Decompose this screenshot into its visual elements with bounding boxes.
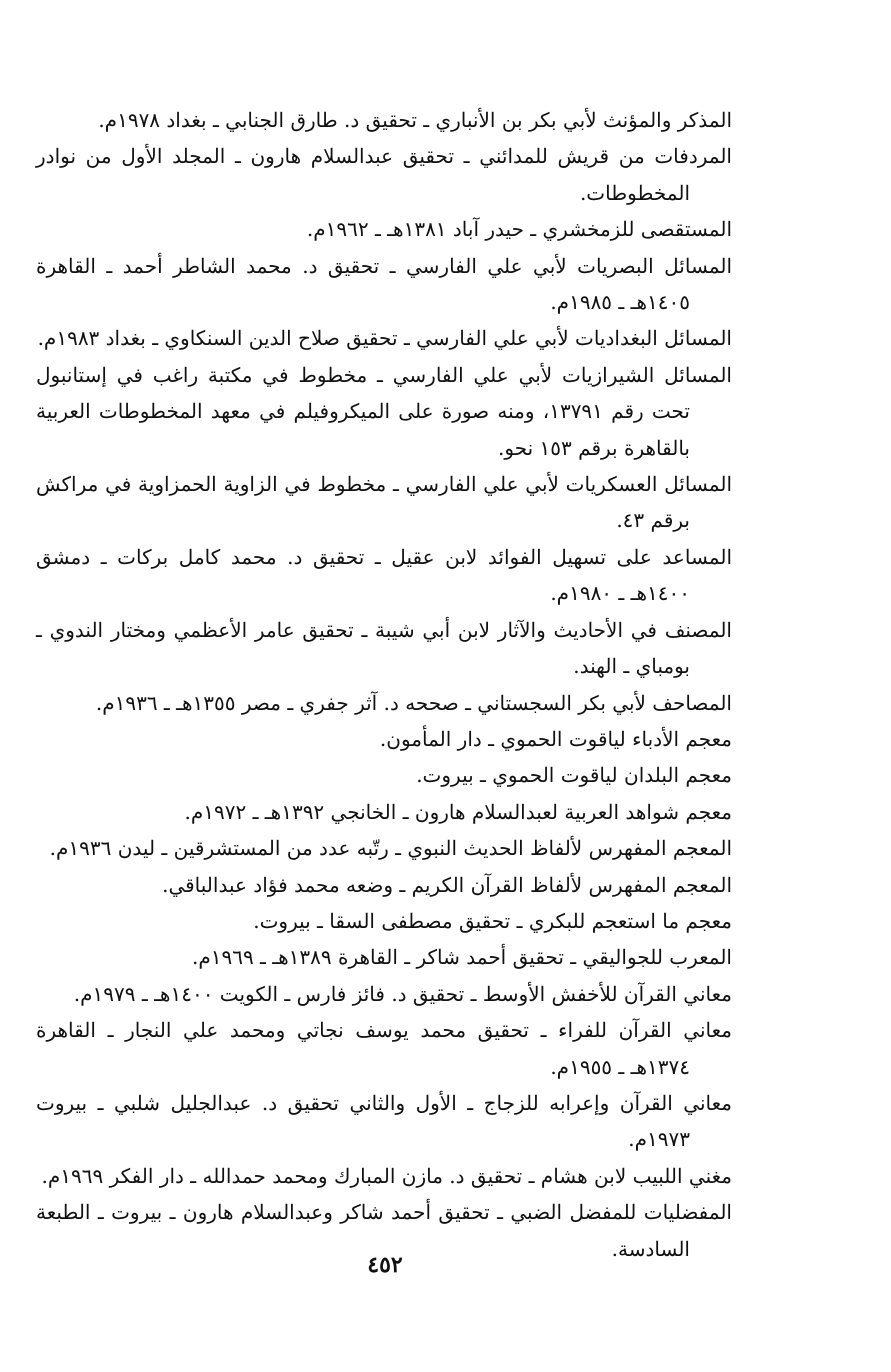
bibliography-entry: المعجم المفهرس لألفاظ الحديث النبوي ـ رتّبه عدد من المستشرقين ـ ليدن ١٩٣٦م. bbox=[49, 836, 732, 861]
bibliography-entry: مغني اللبيب لابن هشام ـ تحقيق د. مازن المبارك ومحمد حمدالله ـ دار الفكر ١٩٦٩م. bbox=[41, 1163, 732, 1188]
page-number: ٤٥٢ bbox=[367, 1252, 403, 1278]
bibliography-entry: المصاحف لأبي بكر السجستاني ـ صححه د. آثر جفري ـ مصر ١٣٥٥هـ ـ ١٩٣٦م. bbox=[95, 690, 732, 715]
bibliography-entry: المعرب للجواليقي ـ تحقيق أحمد شاكر ـ القاهرة ١٣٨٩هـ ـ ١٩٦٩م. bbox=[191, 945, 732, 970]
bibliography-entry: المصنف في الأحاديث والآثار لابن أبي شيبة ـ تحقيق عامر الأعظمي ومختار الندوي ـ بومباي ـ الهند. bbox=[36, 617, 732, 679]
bibliography-entry: المذكر والمؤنث لأبي بكر بن الأنباري ـ تحقيق د. طارق الجنابي ـ بغداد ١٩٧٨م. bbox=[98, 108, 732, 132]
bibliography-entry: معاني القرآن للأخفش الأوسط ـ تحقيق د. فائز فارس ـ الكويت ١٤٠٠هـ ـ ١٩٧٩م. bbox=[73, 981, 732, 1006]
bibliography-entry: معاني القرآن وإعرابه للزجاج ـ الأول والثاني تحقيق د. عبدالجليل شلبي ـ بيروت ١٩٧٣م. bbox=[36, 1090, 732, 1152]
bibliography-entry: المساعد على تسهيل الفوائد لابن عقيل ـ تحقيق د. محمد كامل بركات ـ دمشق ١٤٠٠هـ ـ ١٩٨٠م. bbox=[36, 544, 732, 606]
bibliography-list bbox=[36, 102, 732, 1267]
bibliography-entry: المردفات من قريش للمدائني ـ تحقيق عبدالسلام هارون ـ المجلد الأول من نوادر المخطوطات. bbox=[36, 144, 732, 205]
bibliography-entry: المستقصى للزمخشري ـ حيدر آباد ١٣٨١هـ ـ ١٩٦٢م. bbox=[306, 217, 732, 242]
bibliography-entry: المعجم المفهرس لألفاظ القرآن الكريم ـ وضعه محمد فؤاد عبدالباقي. bbox=[162, 872, 732, 897]
bibliography-entry: معجم الأدباء لياقوت الحموي ـ دار المأمون. bbox=[379, 726, 732, 751]
bibliography-entry: المسائل البغداديات لأبي علي الفارسي ـ تحقيق صلاح الدين السنكاوي ـ بغداد ١٩٨٣م. bbox=[37, 326, 732, 351]
bibliography-entry: المفضليات للمفضل الضبي ـ تحقيق أحمد شاكر وعبدالسلام هارون ـ بيروت ـ الطبعة السادسة. bbox=[36, 1200, 732, 1261]
bibliography-entry: معجم البلدان لياقوت الحموي ـ بيروت. bbox=[416, 763, 732, 788]
bibliography-entry: معجم شواهد العربية لعبدالسلام هارون ـ الخانجي ١٣٩٢هـ ـ ١٩٧٢م. bbox=[184, 799, 732, 824]
bibliography-entry: المسائل الشيرازيات لأبي علي الفارسي ـ مخطوط في مكتبة راغب في إستانبول تحت رقم ١٣٧٩١، ومنه صورة على الميكروفيلم في معهد المخطوطات العربية بالقاهرة برقم ١٥٣ نحو. bbox=[36, 362, 732, 460]
bibliography-entry: معجم ما استعجم للبكري ـ تحقيق مصطفى السقا ـ بيروت. bbox=[253, 908, 732, 933]
bibliography-entry: معاني القرآن للفراء ـ تحقيق محمد يوسف نجاتي ومحمد علي النجار ـ القاهرة ١٣٧٤هـ ـ ١٩٥٥م. bbox=[36, 1018, 732, 1079]
bibliography-entry: المسائل البصريات لأبي علي الفارسي ـ تحقيق د. محمد الشاطر أحمد ـ القاهرة ١٤٠٥هـ ـ ١٩٨٥م. bbox=[36, 253, 732, 315]
bibliography-entry: المسائل العسكريات لأبي علي الفارسي ـ مخطوط في الزاوية الحمزاوية في مراكش برقم ٤٣. bbox=[36, 472, 732, 533]
